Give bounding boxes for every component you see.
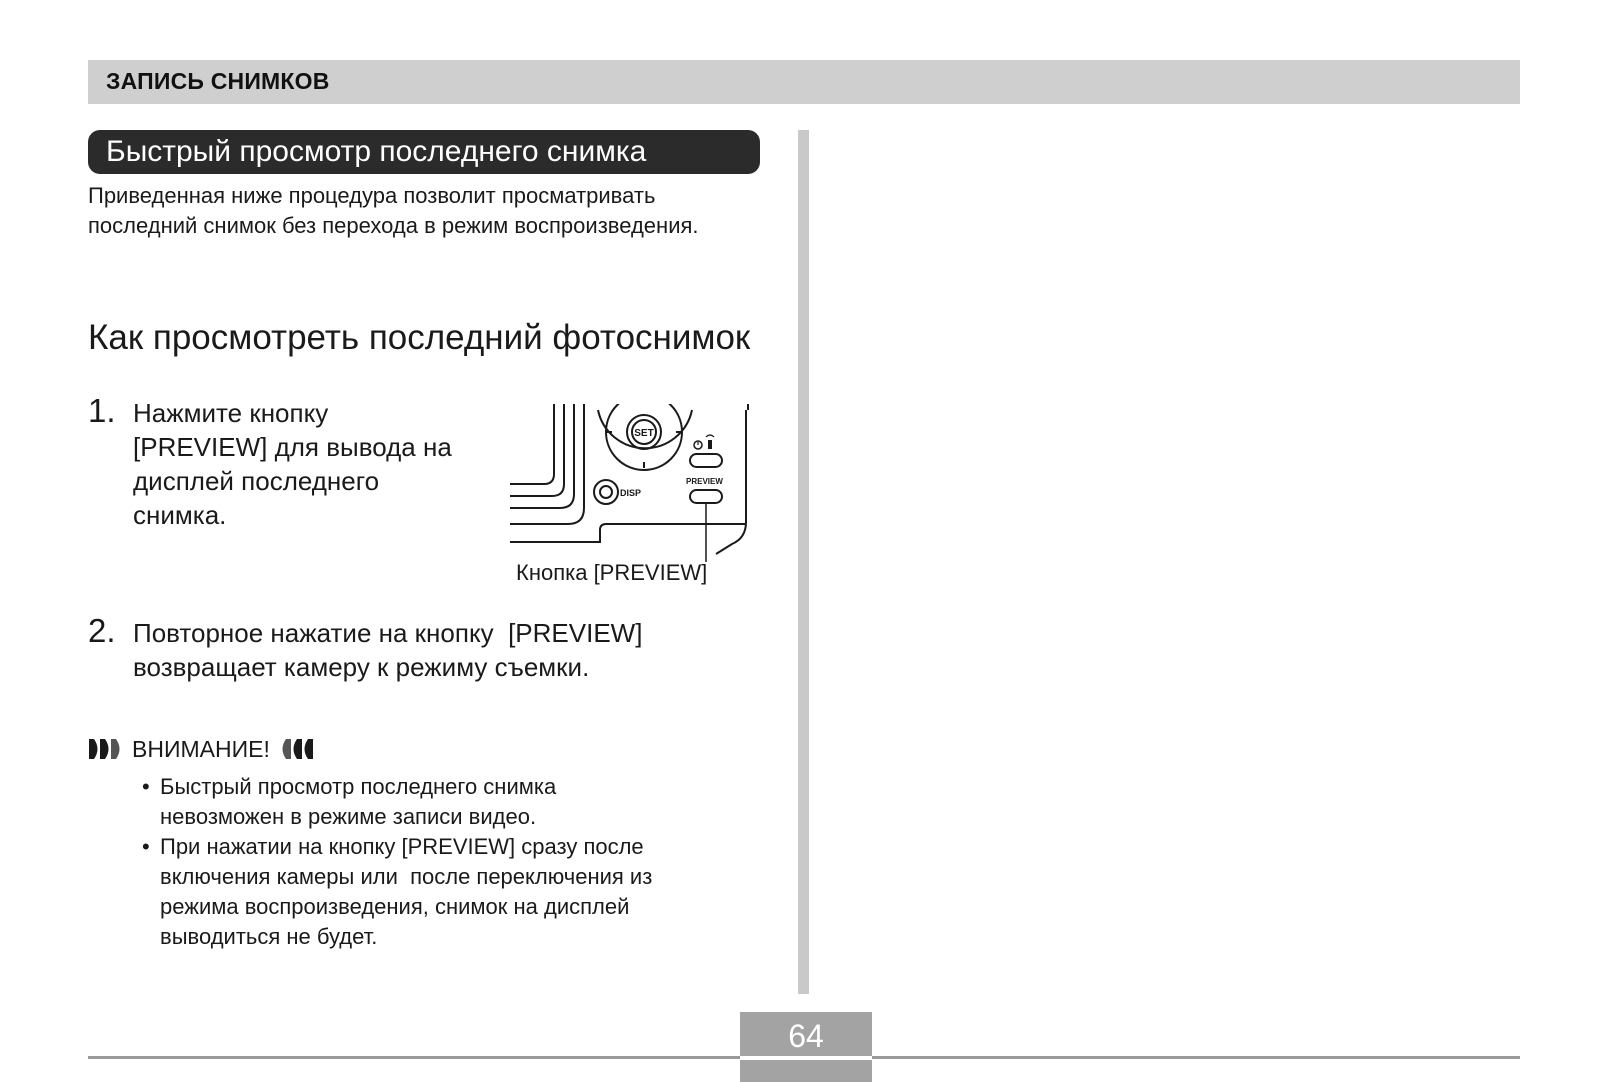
caution-right-icon	[276, 737, 314, 761]
intro-paragraph: Приведенная ниже процедура позволит просматривать последний снимок без перехода в режим воспроизведения.	[88, 183, 699, 238]
step-1-line: [PREVIEW] для вывода на	[133, 432, 452, 462]
step-1-line: дисплей последнего	[133, 466, 380, 496]
caution-note	[140, 832, 760, 952]
note-line: режима воспроизведения, снимок на дисплей	[160, 894, 630, 919]
step-1-number: 1.	[88, 392, 116, 429]
caution-heading	[88, 734, 314, 764]
note-line: При нажатии на кнопку [PREVIEW] сразу после	[160, 834, 644, 859]
bullet: •	[142, 774, 150, 799]
page-number-box-gap	[740, 1056, 872, 1060]
note-line: Быстрый просмотр последнего снимка	[160, 774, 557, 799]
step-2-text	[133, 616, 773, 684]
caution-note	[140, 772, 760, 832]
set-button-label: SET	[634, 428, 654, 439]
step-1-line: снимка.	[133, 500, 227, 530]
section-title-pill	[88, 130, 760, 174]
note-line: выводиться не будет.	[160, 924, 378, 949]
step-2-number: 2.	[88, 612, 116, 649]
step-2-line: Повторное нажатие на кнопку [PREVIEW]	[133, 618, 643, 648]
note-line: включения камеры или после переключения из	[160, 864, 653, 889]
camera-back-illustration	[510, 404, 766, 562]
caution-notes	[140, 772, 760, 952]
preview-button-label: PREVIEW	[686, 477, 723, 486]
step-1-line: Нажмите кнопку	[133, 398, 329, 428]
step-1-text	[133, 396, 513, 532]
section-header-bar	[88, 60, 1520, 104]
step-2-line: возвращает камеру к режиму съемки.	[133, 652, 590, 682]
column-divider	[798, 130, 809, 994]
section-title: Быстрый просмотр последнего снимка	[106, 135, 647, 168]
self-timer-flash-icon	[694, 435, 714, 449]
howto-heading: Как просмотреть последний фотоснимок	[88, 318, 751, 357]
bullet: •	[142, 834, 150, 859]
figure-caption: Кнопка [PREVIEW]	[516, 560, 708, 585]
caution-left-icon	[88, 737, 126, 761]
note-line: невозможен в режиме записи видео.	[160, 804, 537, 829]
page-number: 64	[788, 1018, 824, 1054]
disp-button-label: DISP	[620, 488, 642, 498]
chapter-title: ЗАПИСЬ СНИМКОВ	[106, 68, 330, 94]
caution-label: ВНИМАНИЕ!	[132, 735, 270, 762]
